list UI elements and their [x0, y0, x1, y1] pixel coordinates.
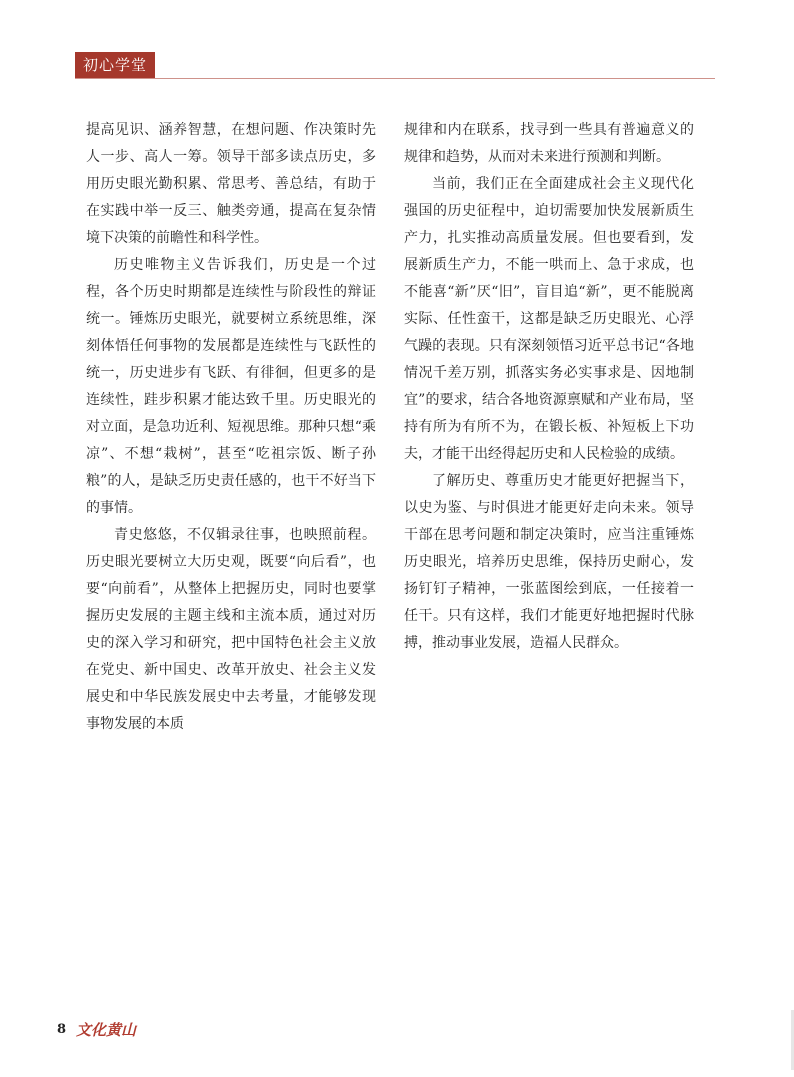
page-footer	[57, 1018, 136, 1040]
paragraph: 提高见识、涵养智慧，在想问题、作决策时先人一步、高人一筹。领导干部多读点历史，多用历史眼光勤积累、常思考、善总结，有助于在实践中举一反三、触类旁通，提高在复杂情境下决策的前瞻性和科学性。	[86, 122, 376, 246]
left-column	[86, 117, 376, 738]
paragraph: 青史悠悠，不仅辑录往事，也映照前程。历史眼光要树立大历史观，既要“向后看”，也要“向前看”，从整体上把握历史，同时也要掌握历史发展的主题主线和主流本质，通过对历史的深入学习和研究，把中国特色社会主义放在党史、新中国史、改革开放史、社会主义发展史和中华民族发展史中去考量，才能够发现事物发展的本质	[86, 527, 376, 732]
section-tag: 初心学堂	[75, 52, 155, 78]
paragraph: 规律和内在联系，找寻到一些具有普遍意义的规律和趋势，从而对未来进行预测和判断。	[404, 122, 694, 165]
right-column	[404, 117, 694, 657]
paragraph: 当前，我们正在全面建成社会主义现代化强国的历史征程中，迫切需要加快发展新质生产力，扎实推动高质量发展。但也要看到，发展新质生产力，不能一哄而上、急于求成，也不能喜“新”厌“旧”，盲目追“新”，更不能脱离实际、任性蛮干，这都是缺乏历史眼光、心浮气躁的表现。只有深刻领悟习近平总书记“各地情况千差万别，抓落实务必实事求是、因地制宜”的要求，结合各地资源禀赋和产业布局，坚持有所为有所不为，在锻长板、补短板上下功夫，才能干出经得起历史和人民检验的成绩。	[404, 176, 694, 462]
page-number: 8	[57, 1021, 67, 1037]
paragraph: 历史唯物主义告诉我们，历史是一个过程，各个历史时期都是连续性与阶段性的辩证统一。锤炼历史眼光，就要树立系统思维，深刻体悟任何事物的发展都是连续性与飞跃性的统一，历史进步有飞跃、有徘徊，但更多的是连续性，跬步积累才能达致千里。历史眼光的对立面，是急功近利、短视思维。那种只想“乘凉”、不想“栽树”，甚至“吃祖宗饭、断子孙粮”的人，是缺乏历史责任感的，也干不好当下的事情。	[86, 257, 376, 516]
header-divider	[75, 78, 715, 79]
magazine-logo: 文化黄山	[76, 1020, 137, 1039]
paragraph: 了解历史、尊重历史才能更好把握当下，以史为鉴、与时俱进才能更好走向未来。领导干部在思考问题和制定决策时，应当注重锤炼历史眼光，培养历史思维，保持历史耐心，发扬钉钉子精神，一张蓝图绘到底，一任接着一任干。只有这样，我们才能更好地把握时代脉搏，推动事业发展，造福人民群众。	[404, 473, 694, 651]
